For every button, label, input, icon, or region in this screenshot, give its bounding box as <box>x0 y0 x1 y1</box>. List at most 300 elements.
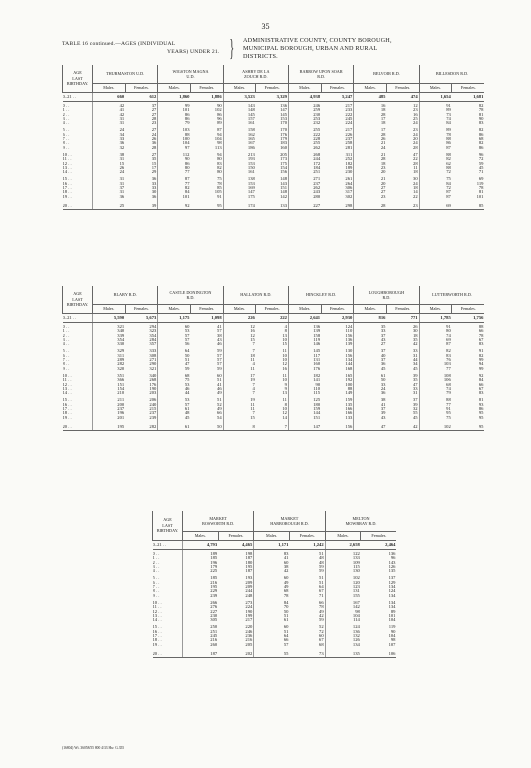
age-cell: 0–21 . . <box>63 92 93 101</box>
table-block-1 <box>62 65 484 210</box>
age-cell: 1 . . <box>62 108 70 113</box>
females-cell: 37 <box>413 398 418 403</box>
females-cell: 24 <box>413 181 418 186</box>
males-cell: 104 <box>325 614 361 618</box>
females-cell: 27 <box>151 152 157 157</box>
males-cell: 21 <box>354 177 387 181</box>
females-cell: 47 <box>413 152 418 157</box>
age-cell: 20 . . <box>63 202 93 210</box>
females-cell: 23 <box>413 128 418 133</box>
females-cell: 203 <box>149 391 157 396</box>
females-cell: 187 <box>245 556 253 561</box>
females-cell: 294 <box>149 325 157 329</box>
males-cell: 87 <box>419 342 452 346</box>
females-cell: 54 <box>217 415 222 420</box>
males-cell: 227 <box>288 202 321 210</box>
males-cell: 75 <box>419 177 452 181</box>
females-cell: 43 <box>217 337 222 342</box>
females-cell: 96 <box>217 116 222 121</box>
males-cell: 184 <box>288 166 321 170</box>
males-cell: 61 <box>254 618 290 622</box>
table-row <box>153 650 397 658</box>
females-cell: 90 <box>390 629 396 634</box>
females-cell: 35 <box>413 337 418 342</box>
females-header: Females. <box>321 83 354 92</box>
age-cell: 13 . . <box>152 613 162 618</box>
age-cell: 6 . . <box>62 132 70 137</box>
males-cell: 330 <box>93 342 126 346</box>
age-cell: 13 . . <box>62 165 72 170</box>
age-cell: 6 . . <box>152 580 160 585</box>
total-cell: 5,673 <box>125 313 158 322</box>
males-cell: 16 <box>354 104 387 108</box>
females-cell: 99 <box>478 366 484 371</box>
males-cell: 15 <box>93 162 126 166</box>
females-cell: 66 <box>217 411 222 416</box>
females-cell: 281 <box>345 145 353 150</box>
males-cell: 49 <box>254 585 290 589</box>
total-cell: 1,860 <box>158 92 191 101</box>
males-cell: 66 <box>254 638 290 642</box>
males-cell: 80 <box>158 166 191 170</box>
males-cell: 237 <box>288 182 321 186</box>
females-cell: 68 <box>319 642 324 647</box>
females-cell: 245 <box>345 116 353 121</box>
males-cell: 108 <box>419 374 452 378</box>
males-cell: 102 <box>419 423 452 431</box>
age-header-line: BIRTHDAY. <box>156 527 179 533</box>
females-cell: 321 <box>149 366 157 371</box>
males-cell: 38 <box>93 153 126 157</box>
males-cell: 18 <box>354 162 387 166</box>
males-cell: 91 <box>419 104 452 108</box>
males-cell: 37 <box>354 349 387 353</box>
males-cell: 91 <box>419 325 452 329</box>
males-cell: 169 <box>223 186 256 190</box>
males-cell: 50 <box>354 378 387 382</box>
females-cell: 29 <box>151 170 157 175</box>
age-cell: 8 . . <box>152 589 160 594</box>
females-cell: 68 <box>478 137 484 142</box>
males-cell: 131 <box>288 358 321 362</box>
females-cell: 57 <box>217 329 222 334</box>
males-cell: 41 <box>354 403 387 407</box>
males-cell: 37 <box>354 334 387 338</box>
total-cell: 1,175 <box>158 313 191 322</box>
males-cell: 141 <box>288 378 321 382</box>
females-cell: 39 <box>413 402 418 407</box>
females-cell: 87 <box>217 128 222 133</box>
district-name-suffix: BOSWORTH R.D. <box>202 520 235 526</box>
females-cell: 134 <box>388 605 396 610</box>
caption-line: TABLE 16 continued.—AGES (INDIVIDUAL <box>62 41 176 47</box>
males-cell: 82 <box>419 157 452 161</box>
females-cell: 86 <box>217 112 222 117</box>
males-cell: 185 <box>183 556 219 560</box>
females-cell: 124 <box>388 589 396 594</box>
total-row <box>63 313 485 322</box>
district-name: MARKET <box>280 515 299 521</box>
males-cell: 339 <box>93 334 126 338</box>
males-cell: 84 <box>158 190 191 194</box>
males-cell: 101 <box>158 108 191 112</box>
females-cell: 134 <box>388 593 396 598</box>
males-header: Males. <box>223 83 256 92</box>
males-cell: 4 <box>223 387 256 391</box>
males-cell: 147 <box>288 423 321 431</box>
age-cell: 8 . . <box>62 362 70 367</box>
males-cell: 4 <box>223 362 256 366</box>
males-cell: 31 <box>93 177 126 181</box>
males-cell: 245 <box>183 634 219 638</box>
females-cell: 82 <box>478 128 484 133</box>
age-cell: 11 . . <box>62 157 72 162</box>
females-cell: 308 <box>149 353 157 358</box>
district-name: CASTLE DONINGTON <box>169 289 212 295</box>
males-cell: 11 <box>223 367 256 371</box>
females-cell: 75 <box>217 177 222 182</box>
males-cell: 158 <box>223 128 256 132</box>
males-cell: 109 <box>325 561 361 565</box>
females-cell: 180 <box>245 560 253 565</box>
females-cell: 33 <box>413 386 418 391</box>
males-cell: 112 <box>158 153 191 157</box>
males-cell: 158 <box>288 334 321 338</box>
males-cell: 213 <box>223 153 256 157</box>
females-cell: 23 <box>386 202 419 210</box>
males-cell: 78 <box>419 133 452 137</box>
males-cell: 82 <box>419 349 452 353</box>
males-cell: 26 <box>93 166 126 170</box>
females-cell: 51 <box>319 552 324 556</box>
males-cell: 37 <box>93 186 126 190</box>
females-cell: 72 <box>478 157 484 162</box>
age-cell: 3 . . <box>152 564 160 569</box>
females-cell: 17 <box>151 165 157 170</box>
females-cell: 264 <box>345 181 353 186</box>
females-cell: 10 <box>282 378 287 383</box>
males-cell: 311 <box>93 354 126 358</box>
district-header <box>158 286 223 304</box>
age-cell: 15 . . <box>62 177 72 182</box>
females-cell: 11 <box>282 398 287 403</box>
females-header: Females. <box>256 83 289 92</box>
area-title-line: MUNICIPAL BOROUGH, URBAN AND RURAL <box>243 45 378 53</box>
females-cell: 67 <box>319 638 324 643</box>
females-cell: 24 <box>151 132 157 137</box>
age-cell: 9 . . <box>62 366 70 371</box>
males-cell: 110 <box>288 387 321 391</box>
age-cell: 2 . . <box>152 560 160 565</box>
age-cell: 7 . . <box>62 137 70 142</box>
females-cell: 45 <box>413 366 418 371</box>
males-cell: 211 <box>93 398 126 402</box>
age-cell: 12 . . <box>62 161 72 166</box>
males-cell: 50 <box>254 610 290 614</box>
age-cell: 5 . . <box>152 576 160 581</box>
males-cell: 86 <box>419 141 452 145</box>
females-cell: 119 <box>388 625 396 630</box>
females-cell: 240 <box>149 402 157 407</box>
males-cell: 23 <box>354 166 387 170</box>
district-name: BLABY R.D. <box>113 292 137 298</box>
females-cell: 33 <box>151 186 157 191</box>
females-cell: 220 <box>245 625 253 630</box>
district-name-suffix: HARBOROUGH R.D. <box>270 520 309 526</box>
males-cell: 139 <box>288 329 321 333</box>
females-cell: 28 <box>413 145 418 150</box>
males-cell: 68 <box>254 589 290 593</box>
males-cell: 27 <box>354 190 387 194</box>
females-cell: 91 <box>478 349 484 354</box>
males-cell: 77 <box>158 182 191 186</box>
district-header <box>288 286 353 304</box>
females-cell: 24 <box>413 132 418 137</box>
age-cell: 9 . . <box>152 593 160 598</box>
females-cell: 98 <box>390 638 396 643</box>
females-cell: 48 <box>319 560 324 565</box>
females-cell: 165 <box>345 373 353 378</box>
age-cell: 18 . . <box>62 411 72 416</box>
females-cell: 11 <box>413 165 418 170</box>
males-cell: 133 <box>325 556 361 560</box>
males-cell: 210 <box>93 391 126 395</box>
total-row <box>153 540 397 549</box>
females-cell: 168 <box>345 366 353 371</box>
males-cell: 7 <box>223 349 256 353</box>
females-cell: 95 <box>478 415 484 420</box>
males-cell: 25 <box>93 202 126 210</box>
males-cell: 147 <box>223 190 256 194</box>
district-name: LOUGHBOROUGH <box>368 289 405 295</box>
total-cell: 1,171 <box>254 540 290 549</box>
females-cell: 90 <box>478 116 484 121</box>
males-cell: 83 <box>254 552 290 556</box>
males-cell: 167 <box>223 141 256 145</box>
males-cell: 99 <box>158 104 191 108</box>
females-cell: 101 <box>388 613 396 618</box>
females-cell: 258 <box>345 141 353 146</box>
females-cell: 333 <box>149 349 157 354</box>
district-name: HALLATON R.D. <box>240 292 272 298</box>
females-cell: 41 <box>217 325 222 329</box>
females-header: Females. <box>256 304 289 313</box>
females-cell: 236 <box>245 634 253 639</box>
age-cell: 5 . . <box>62 128 70 133</box>
age-cell: 17 . . <box>152 634 162 639</box>
females-cell: 137 <box>388 576 396 581</box>
males-cell: 38 <box>354 398 387 402</box>
males-cell: 7 <box>223 342 256 346</box>
males-cell: 151 <box>93 383 126 387</box>
females-cell: 59 <box>319 569 324 574</box>
males-cell: 125 <box>288 398 321 402</box>
area-title-line: ADMINISTRATIVE COUNTY, COUNTY BOROUGH, <box>243 37 392 44</box>
age-cell: 1 . . <box>62 329 70 334</box>
females-cell: 51 <box>319 576 324 581</box>
females-cell: 59 <box>217 349 222 354</box>
males-cell: 59 <box>158 367 191 371</box>
males-header: Males. <box>223 304 256 313</box>
females-cell: 39 <box>125 202 158 210</box>
females-cell: 143 <box>388 560 396 565</box>
males-cell: 47 <box>158 362 191 366</box>
females-cell: 78 <box>217 181 222 186</box>
area-title-line: DISTRICTS. <box>243 53 278 61</box>
males-cell: 251 <box>288 170 321 174</box>
males-cell: 84 <box>254 601 290 605</box>
age-cell: 1 . . <box>152 556 160 561</box>
females-cell: 151 <box>280 186 287 191</box>
females-cell: 27 <box>151 112 157 117</box>
males-cell: 46 <box>158 387 191 391</box>
females-cell: 88 <box>478 325 484 329</box>
females-cell: 183 <box>280 141 287 146</box>
males-cell: 153 <box>223 162 256 166</box>
males-cell: 21 <box>354 141 387 145</box>
females-cell: 271 <box>149 358 157 363</box>
females-cell: 104 <box>388 618 396 623</box>
females-cell: 26 <box>151 137 157 142</box>
males-cell: 186 <box>223 146 256 150</box>
males-cell: 146 <box>288 342 321 346</box>
females-header: Females. <box>361 531 397 540</box>
females-cell: 38 <box>217 333 222 338</box>
females-cell: 119 <box>476 181 484 186</box>
males-cell: 69 <box>419 338 452 342</box>
males-cell: 271 <box>288 177 321 181</box>
age-cell: 15 . . <box>62 398 72 403</box>
females-cell: 60 <box>319 634 324 639</box>
total-cell: 1,886 <box>190 92 223 101</box>
females-cell: 133 <box>345 415 353 420</box>
males-cell: 72 <box>419 170 452 174</box>
total-cell: 612 <box>125 92 158 101</box>
males-cell: 86 <box>158 117 191 121</box>
females-cell: 190 <box>149 386 157 391</box>
males-cell: 31 <box>93 182 126 186</box>
females-cell: 187 <box>245 569 253 574</box>
males-cell: 24 <box>93 170 126 174</box>
females-cell: 96 <box>390 556 396 561</box>
females-cell: 27 <box>151 128 157 133</box>
males-cell: 159 <box>288 407 321 411</box>
females-cell: 170 <box>280 121 287 126</box>
females-cell: 78 <box>478 108 484 113</box>
total-row <box>63 92 485 101</box>
females-cell: 18 <box>413 186 418 191</box>
females-cell: 248 <box>245 593 253 598</box>
males-cell: 148 <box>223 108 256 112</box>
females-cell: 8 <box>284 329 287 334</box>
females-cell: 246 <box>245 629 253 634</box>
males-cell: 7 <box>223 383 256 387</box>
males-cell: 124 <box>325 625 361 629</box>
males-cell: 50 <box>158 354 191 358</box>
females-cell: 126 <box>388 564 396 569</box>
district-header <box>354 286 419 304</box>
total-cell: 222 <box>256 313 289 322</box>
females-cell: 69 <box>478 177 484 182</box>
age-header <box>63 286 93 313</box>
females-cell: 36 <box>151 177 157 182</box>
males-cell: 26 <box>354 137 387 141</box>
age-cell: 9 . . <box>62 145 70 150</box>
males-cell: 33 <box>354 329 387 333</box>
males-cell: 280 <box>288 195 321 199</box>
females-cell: 148 <box>280 177 287 182</box>
males-cell: 232 <box>288 121 321 125</box>
females-cell: 190 <box>245 609 253 614</box>
males-cell: 11 <box>223 358 256 362</box>
total-cell: 660 <box>93 92 126 101</box>
females-cell: 66 <box>478 329 484 334</box>
males-cell: 180 <box>288 403 321 407</box>
females-cell: 83 <box>478 391 484 396</box>
caption-brace: } <box>229 36 235 62</box>
males-cell: 24 <box>93 128 126 132</box>
males-cell: 75 <box>419 416 452 420</box>
females-cell: 82 <box>478 141 484 146</box>
males-cell: 19 <box>223 378 256 382</box>
district-name-suffix: R.D. <box>382 294 391 300</box>
females-cell: 224 <box>245 605 253 610</box>
females-cell: 66 <box>478 382 484 387</box>
males-cell: 160 <box>288 362 321 366</box>
females-cell: 12 <box>413 104 418 108</box>
district-header <box>254 511 325 531</box>
females-cell: 93 <box>478 402 484 407</box>
females-cell: 135 <box>388 569 396 574</box>
females-header: Females. <box>289 531 325 540</box>
males-cell: 182 <box>288 374 321 378</box>
males-cell: 114 <box>325 618 361 622</box>
females-cell: 95 <box>452 423 485 431</box>
females-cell: 205 <box>245 642 253 647</box>
age-cell: 2 . . <box>62 333 70 338</box>
males-cell: 79 <box>419 391 452 395</box>
females-cell: 13 <box>282 391 287 396</box>
males-header: Males. <box>288 304 321 313</box>
district-header <box>419 65 484 83</box>
females-cell: 206 <box>149 398 157 403</box>
males-cell: 57 <box>158 403 191 407</box>
females-cell: 18 <box>413 170 418 175</box>
age-header-line: LAST <box>72 75 83 81</box>
females-cell: 145 <box>280 112 287 117</box>
males-cell: 42 <box>93 113 126 117</box>
females-cell: 67 <box>319 589 324 594</box>
total-cell: 226 <box>223 313 256 322</box>
males-cell: 77 <box>158 170 191 174</box>
females-cell: 81 <box>478 112 484 117</box>
table-row <box>63 423 485 431</box>
females-cell: 182 <box>345 161 353 166</box>
females-cell: 85 <box>217 186 222 191</box>
females-cell: 226 <box>345 132 353 137</box>
females-cell: 261 <box>345 177 353 182</box>
males-cell: 120 <box>325 581 361 585</box>
males-cell: 56 <box>158 342 191 346</box>
males-cell: 142 <box>325 605 361 609</box>
total-cell: 1,098 <box>190 313 223 322</box>
females-cell: 176 <box>280 132 287 137</box>
males-cell: 119 <box>288 338 321 342</box>
females-cell: 133 <box>256 202 289 210</box>
males-cell: 216 <box>183 638 219 642</box>
males-cell: 185 <box>183 576 219 580</box>
females-cell: 10 <box>282 407 287 412</box>
